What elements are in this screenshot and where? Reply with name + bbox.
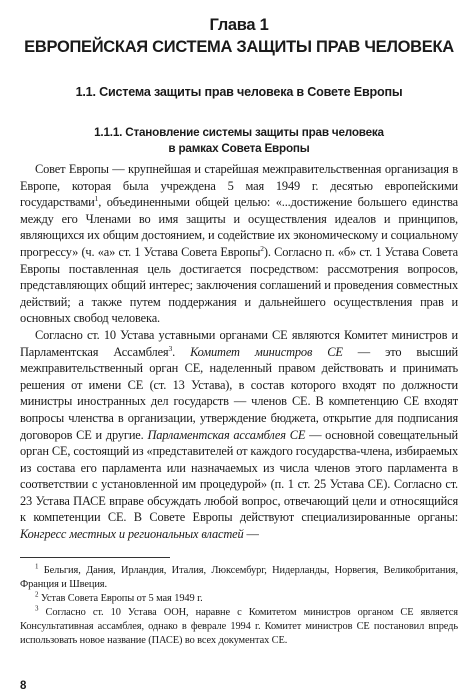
term-parliamentary-assembly: Парламентская ассамблея СЕ bbox=[147, 427, 306, 442]
footnote-3-text: Согласно ст. 10 Устава ООН, наравне с Комитетом министров органом СЕ является Консультативная ассамблея, однако в феврале 1994 г. Комитет министров СЕ постановил впредь использовать новое название (ПАСЕ) во всех документах СЕ. bbox=[20, 606, 458, 646]
paragraph-2-text-c: — это высший межправительственный орган СЕ, наделенный правом действовать и принимать решения от имени СЕ (ст. 13 Устава), в состав которого входят по должности министры иностранных дел государств — членов СЕ. В компетенцию СЕ входят вопросы членства в организации, утверждение бюджета, открытие для подписания договоров СЕ и другие. bbox=[20, 344, 458, 442]
footnote-3 bbox=[20, 606, 458, 648]
footnotes bbox=[20, 564, 458, 648]
chapter-heading bbox=[20, 14, 458, 58]
paragraph-2-text-a: Согласно ст. 10 Устава уставными органами СЕ являются Комитет министров и Парламентская Ассамблея bbox=[20, 327, 458, 359]
footnote-mark-1: 1 bbox=[35, 562, 39, 571]
chapter-title: ЕВРОПЕЙСКАЯ СИСТЕМА ЗАЩИТЫ ПРАВ ЧЕЛОВЕКА bbox=[24, 38, 454, 56]
footnote-1-text: Бельгия, Дания, Ирландия, Италия, Люксембург, Нидерланды, Норвегия, Великобритания, Франция и Швеция. bbox=[20, 564, 458, 590]
footnote-mark-3: 3 bbox=[35, 604, 39, 613]
section-title: 1.1. Система защиты прав человека в Совете Европы bbox=[75, 85, 403, 99]
paragraph-1-text-b: , объединенными общей целью: «...достижение большего единства между его Членами во имя защиты и осуществления идеалов и принципов, являющихся их общим достоянием, и содействие их экономическому и социальному прогрессу» (ч. «а» ст. 1 Устава Совета Европы bbox=[20, 195, 458, 259]
paragraph-2 bbox=[20, 327, 458, 543]
footnote-mark-2: 2 bbox=[35, 590, 39, 599]
paragraph-1 bbox=[20, 161, 458, 327]
paragraph-2-text-d: — основной совещательный орган СЕ, состоящий из «представителей от каждого государства-члена, избираемых из состава его парламента или назначаемых из числа членов этого парламента в соответствии с установленной им процедурой» (п. 1 ст. 25 Устава СЕ). Согласно ст. 23 Устава ПАСЕ вправе обсуждать любой вопрос, отвечающий цели и относящийся к компетенции СЕ. В Совете Европы действуют специализированные органы: bbox=[20, 427, 458, 525]
paragraph-1-text-c: ). Согласно п. «б» ст. 1 Устава Совета Европы поставленная цель достигается посредством: рассмотрения вопросов, представляющих общий интерес; заключения соглашений и проведения совместных действий; а также путем поддержания и дальнейшего осуществления прав и основных свобод человека. bbox=[20, 244, 458, 326]
subsection-title-line2: в рамках Совета Европы bbox=[168, 142, 310, 155]
body-text bbox=[20, 161, 458, 543]
chapter-number: Глава 1 bbox=[209, 16, 269, 34]
footnote-2 bbox=[20, 592, 458, 606]
footnote-ref-2: 2 bbox=[260, 243, 264, 253]
footnote-1 bbox=[20, 564, 458, 592]
paragraph-2-text-b: . bbox=[172, 344, 191, 359]
paragraph-1-text-a: Совет Европы — крупнейшая и старейшая межправительственная организация в Европе, которая была учреждена 5 мая 1949 г. десятью европейскими государствами bbox=[20, 162, 458, 210]
footnote-ref-1: 1 bbox=[94, 194, 99, 204]
subsection-title bbox=[20, 125, 458, 157]
footnote-ref-3: 3 bbox=[168, 343, 173, 353]
term-congress-of-local-authorities: Конгресс местных и региональных властей bbox=[20, 527, 244, 542]
paragraph-2-text-e: — bbox=[243, 527, 259, 542]
footnote-divider bbox=[20, 557, 170, 558]
subsection-title-line1: 1.1.1. Становление системы защиты прав человека bbox=[94, 126, 384, 139]
footnote-2-text: Устав Совета Европы от 5 мая 1949 г. bbox=[38, 592, 203, 604]
term-committee-of-ministers: Комитет министров СЕ bbox=[190, 344, 343, 359]
page-number: 8 bbox=[20, 680, 27, 692]
